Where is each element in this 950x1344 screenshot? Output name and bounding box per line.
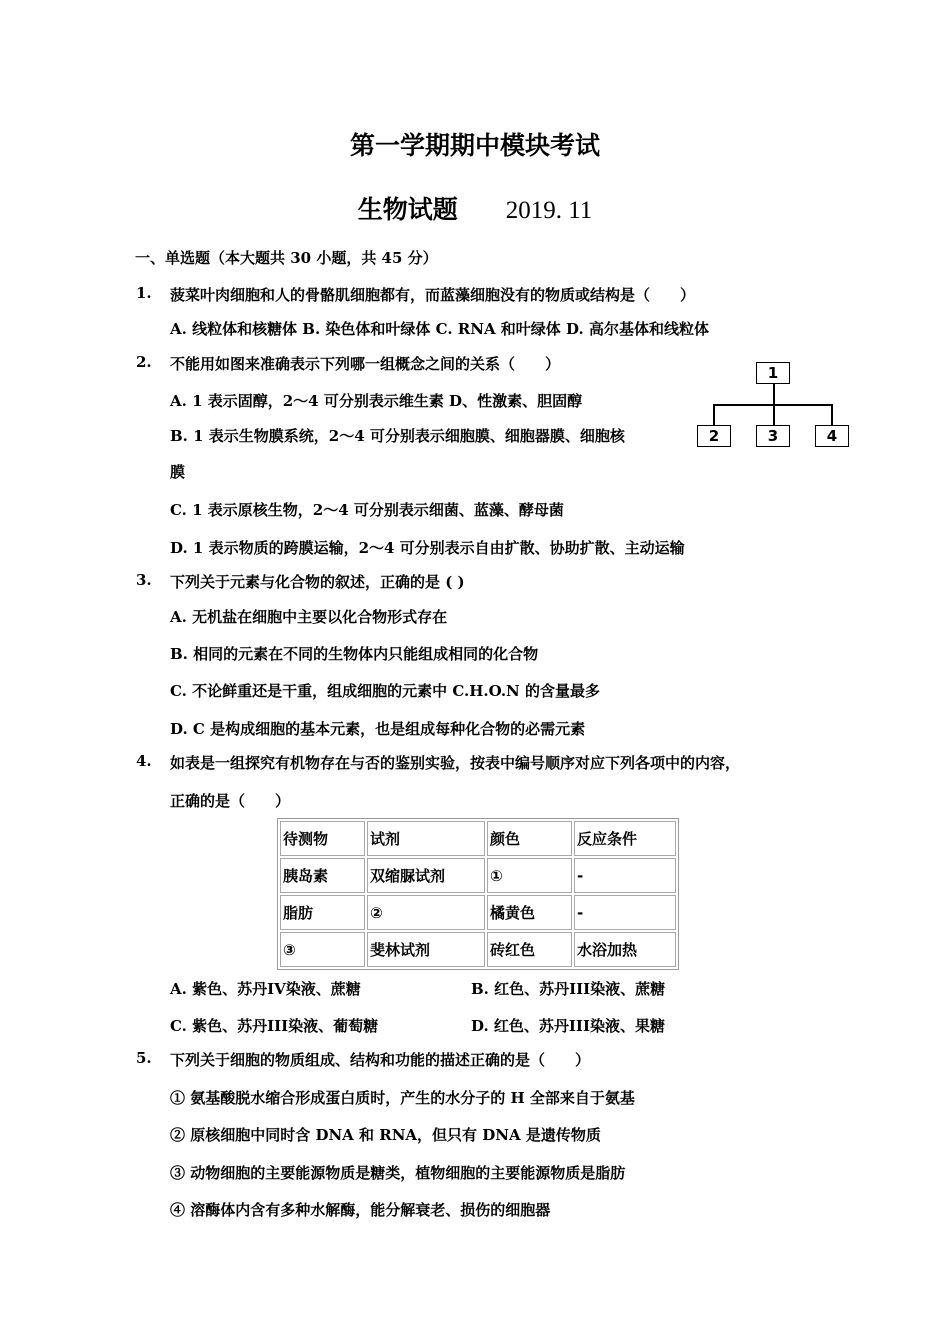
table-row [280, 821, 676, 856]
q3-option-a: A. 无机盐在细胞中主要以化合物形式存在 [170, 608, 448, 626]
q4-number: 4. [136, 752, 152, 770]
diagram-node-3: 3 [756, 425, 790, 447]
table-row [280, 932, 676, 967]
table-row [280, 858, 676, 893]
q5-number: 5. [136, 1049, 152, 1067]
table-header-cell: 颜色 [487, 821, 572, 856]
exam-date: 2019. 11 [505, 197, 593, 224]
diagram-connector [713, 404, 715, 425]
q2-number: 2. [136, 353, 152, 371]
subtitle [0, 190, 950, 226]
section-heading: 一、单选题（本大题共 30 小题，共 45 分） [135, 249, 438, 267]
diagram-connector [773, 404, 775, 425]
table-cell: 脂肪 [280, 895, 365, 930]
q4-option-c: C. 紫色、苏丹III染液、葡萄糖 [170, 1017, 379, 1035]
q5-statement-3: ③ 动物细胞的主要能源物质是糖类，植物细胞的主要能源物质是脂肪 [170, 1164, 626, 1182]
q3-option-b: B. 相同的元素在不同的生物体内只能组成相同的化合物 [170, 645, 539, 663]
diagram-connector [773, 384, 775, 405]
q3-option-d: D. C 是构成细胞的基本元素，也是组成每种化合物的必需元素 [170, 720, 586, 738]
q3-stem: 下列关于元素与化合物的叙述，正确的是 ( ) [170, 573, 465, 591]
q1-stem: 菠菜叶肉细胞和人的骨骼肌细胞都有，而蓝藻细胞没有的物质或结构是（ ） [170, 286, 696, 304]
diagram-node-1: 1 [756, 362, 790, 384]
q2-option-c: C. 1 表示原核生物，2～4 可分别表示细菌、蓝藻、酵母菌 [170, 501, 564, 519]
q4-option-a: A. 紫色、苏丹IV染液、蔗糖 [170, 980, 361, 998]
page-title: 第一学期期中模块考试 [349, 131, 600, 160]
q4-stem: 如表是一组探究有机物存在与否的鉴别实验，按表中编号顺序对应下列各项中的内容， [170, 754, 741, 772]
q4-option-b: B. 红色、苏丹III染液、蔗糖 [471, 980, 666, 998]
q4-stem-cont: 正确的是（ ） [170, 792, 291, 810]
q2-option-d: D. 1 表示物质的跨膜运输，2～4 可分别表示自由扩散、协助扩散、主动运输 [170, 539, 685, 557]
diagram-node-4: 4 [815, 425, 849, 447]
q5-statement-4: ④ 溶酶体内含有多种水解酶，能分解衰老、损伤的细胞器 [170, 1201, 551, 1219]
table-cell: ① [487, 858, 572, 893]
table-cell: 斐林试剂 [367, 932, 485, 967]
q2-stem: 不能用如图来准确表示下列哪一组概念之间的关系（ ） [170, 355, 561, 373]
diagram-node-2: 2 [697, 425, 731, 447]
q1-options: A. 线粒体和核糖体 B. 染色体和叶绿体 C. RNA 和叶绿体 D. 高尔基体和线粒体 [170, 320, 709, 338]
table-header-cell: 反应条件 [574, 821, 676, 856]
q1-number: 1. [136, 284, 152, 302]
table-cell: ② [367, 895, 485, 930]
table-row [280, 895, 676, 930]
table-cell: - [574, 858, 676, 893]
q5-statement-1: ① 氨基酸脱水缩合形成蛋白质时，产生的水分子的 H 全部来自于氨基 [170, 1089, 635, 1107]
experiment-table [277, 818, 679, 970]
q5-statement-2: ② 原核细胞中同时含 DNA 和 RNA，但只有 DNA 是遗传物质 [170, 1126, 601, 1144]
q3-number: 3. [136, 571, 152, 589]
table-header-cell: 待测物 [280, 821, 365, 856]
diagram-connector [831, 404, 833, 425]
table-cell: 双缩脲试剂 [367, 858, 485, 893]
q2-option-b-cont: 膜 [170, 463, 186, 481]
table-cell: - [574, 895, 676, 930]
table-header-cell: 试剂 [367, 821, 485, 856]
table-cell: 胰岛素 [280, 858, 365, 893]
q5-stem: 下列关于细胞的物质组成、结构和功能的描述正确的是（ ） [170, 1051, 591, 1069]
subject-label: 生物试题 [357, 195, 458, 224]
table-cell: 水浴加热 [574, 932, 676, 967]
table-cell: 砖红色 [487, 932, 572, 967]
table-cell: 橘黄色 [487, 895, 572, 930]
q2-option-a: A. 1 表示固醇，2～4 可分别表示维生素 D、性激素、胆固醇 [170, 392, 583, 410]
table-cell: ③ [280, 932, 365, 967]
q3-option-c: C. 不论鲜重还是干重，组成细胞的元素中 C.H.O.N 的含量最多 [170, 682, 600, 700]
q2-option-b: B. 1 表示生物膜系统，2～4 可分别表示细胞膜、细胞器膜、细胞核 [170, 427, 625, 445]
q4-option-d: D. 红色、苏丹III染液、果糖 [471, 1017, 665, 1035]
